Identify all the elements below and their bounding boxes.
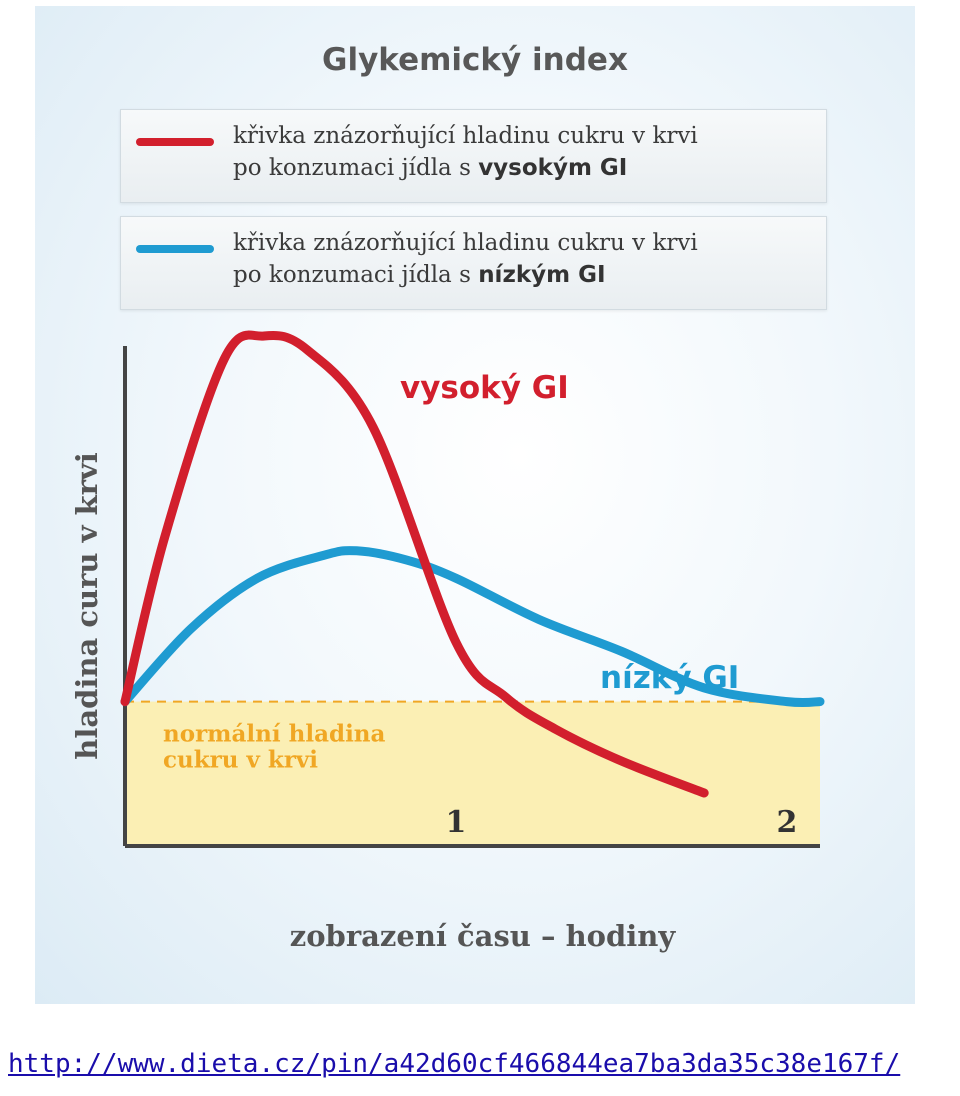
legend-high-bold: vysokým GI [478,155,628,181]
source-link[interactable]: http://www.dieta.cz/pin/a42d60cf466844ea7ba3da35c38e167f/ [8,1049,901,1079]
x-tick-label: 1 [445,805,467,840]
x-tick-label: 2 [776,805,798,840]
legend-high-line2: po konzumaci jídla s [233,155,479,181]
chart-title: Glykemický index [322,42,628,78]
x-axis-label: zobrazení času – hodiny [289,919,676,953]
chart-panel [35,6,915,1004]
series-label-high-gi: vysoký GI [400,370,569,406]
chart-plot [35,6,915,1004]
normal-band-label-line1: normální hladina [163,720,386,748]
y-axis-label: hladina curu v krvi [70,452,104,760]
legend-low-bold: nízkým GI [478,262,606,288]
series-label-low-gi: nízký GI [600,660,740,696]
normal-band-label-line2: cukru v krvi [163,746,319,774]
legend-low-line1: křivka znázorňující hladinu cukru v krvi [233,230,698,256]
legend-low-line2: po konzumaci jídla s [233,262,479,288]
legend-high-line1: křivka znázorňující hladinu cukru v krvi [233,123,698,149]
